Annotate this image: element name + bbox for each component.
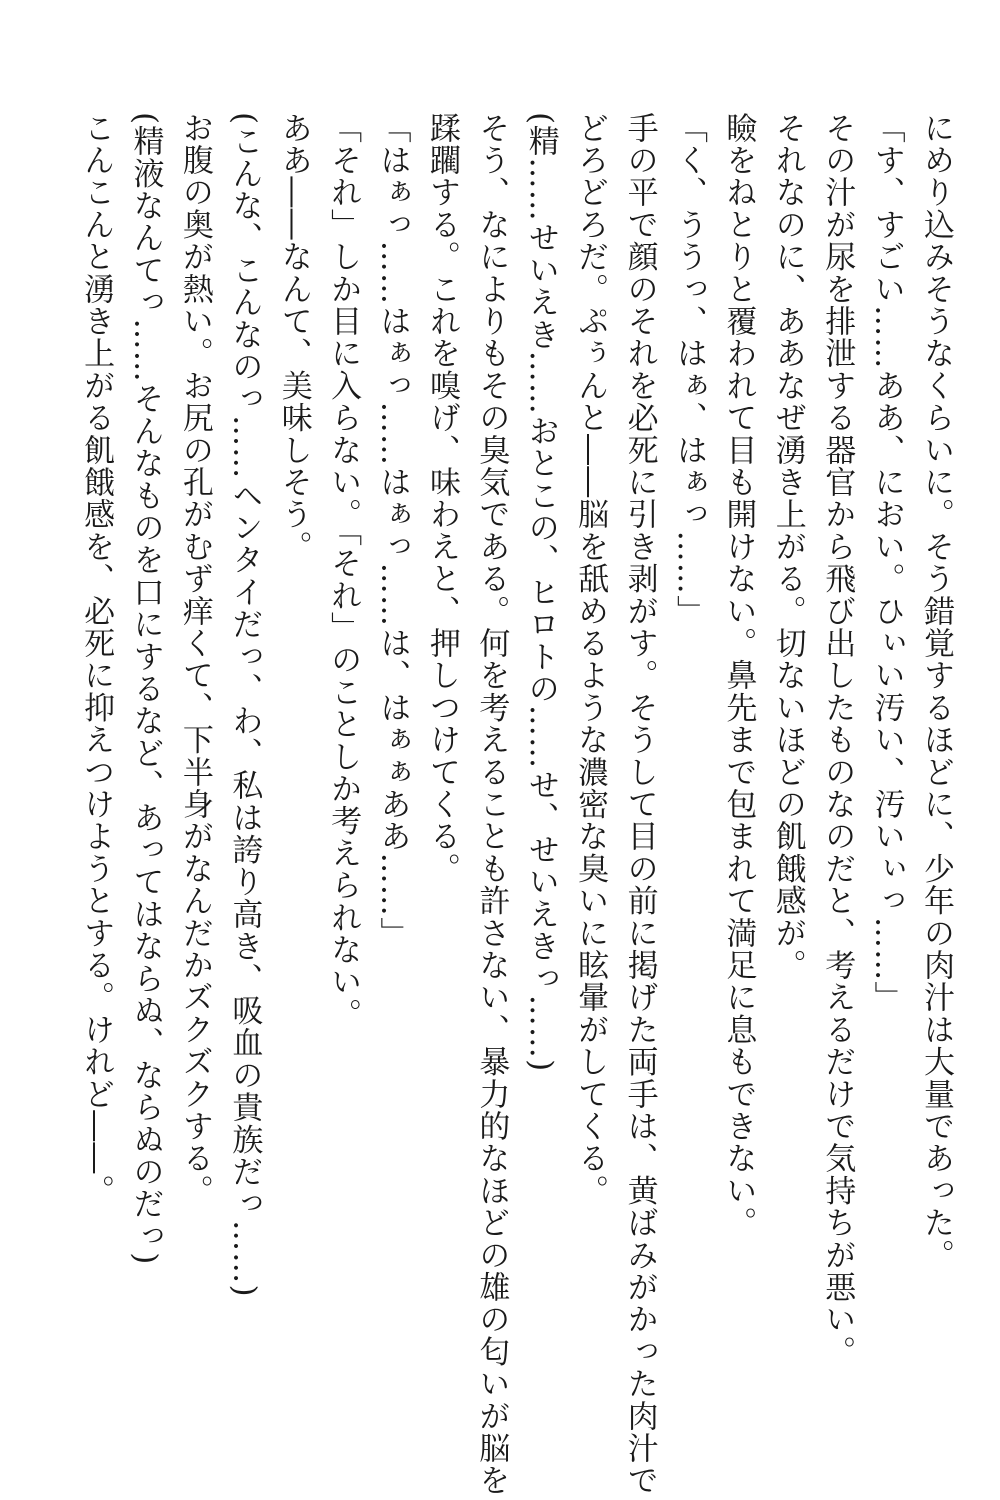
text-line: そう、なによりもその臭気である。何を考えることも許さない、暴力的なほどの雄の匂いが脳を bbox=[473, 112, 510, 1497]
text-line: こんこんと湧き上がる飢餓感を、必死に抑えつけようとする。けれど――。 bbox=[78, 112, 115, 1207]
text-line: にめり込みそうなくらいに。そう錯覚するほどに、少年の肉汁は大量であった。 bbox=[918, 112, 954, 1272]
text-line: (精……せいえき……おとこの、ヒロトの……せ、せいえきっ……) bbox=[522, 112, 559, 1073]
text-line: 「それ」しか目に入らない。「それ」のことしか考えられない。 bbox=[325, 112, 362, 1031]
text-line: 蹂躙する。これを嗅げ、味わえと、押しつけてくる。 bbox=[423, 112, 460, 885]
text-line: 「す、すごい……ああ、におい。ひぃい汚い、汚いぃっ……」 bbox=[868, 112, 905, 1014]
text-line: ああ――なんて、美味しそう。 bbox=[275, 112, 312, 563]
text-line: その汁が尿を排泄する器官から飛び出したものなのだと、考えるだけで気持ちが悪い。 bbox=[819, 112, 856, 1368]
text-line: お腹の奥が熱い。お尻の孔がむず痒くて、下半身がなんだかズクズクする。 bbox=[176, 112, 213, 1207]
text-line: 「はぁっ……はぁっ……はぁっ……は、はぁぁああ……」 bbox=[374, 112, 411, 950]
text-line: (精液なんてっ……そんなものを口にするなど、あってはならぬ、ならぬのだっ) bbox=[127, 112, 164, 1266]
text-line: 「く、ううっ、はぁ、はぁっ……」 bbox=[670, 112, 707, 628]
text-line: どろどろだ。ぷぅんと――脳を舐めるような濃密な臭いに眩暈がしてくる。 bbox=[572, 112, 609, 1207]
text-line: 手の平で顔のそれを必死に引き剥がす。そうして目の前に掲げた両手は、黄ばみがかった肉汁で bbox=[621, 112, 658, 1497]
text-line: それなのに、ああなぜ湧き上がる。切ないほどの飢餓感が。 bbox=[769, 112, 806, 982]
vertical-text-block bbox=[71, 112, 960, 1497]
text-line: 瞼をねとりと覆われて目も開けない。鼻先まで包まれて満足に息もできない。 bbox=[720, 112, 757, 1239]
text-line: (こんな、こんなのっ……ヘンタイだっ、わ、私は誇り高き、吸血の貴族だっ……) bbox=[226, 112, 263, 1298]
